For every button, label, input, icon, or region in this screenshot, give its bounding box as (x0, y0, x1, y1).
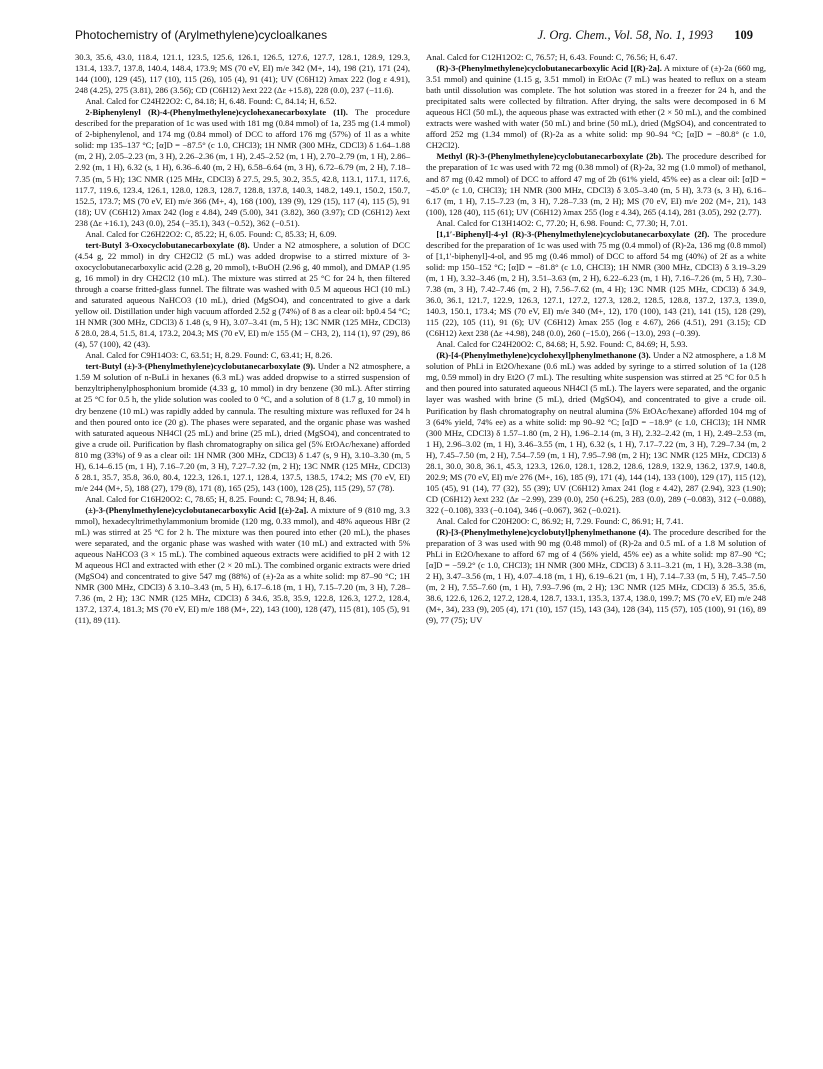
paragraph-text: Under a N2 atmosphere, a solution of DCC (4.54 g, 22 mmol) in dry CH2Cl2 (5 mL) was added dropwise to a stirred mixture of 3-oxocyclobutanecarboxylic acid (2.28 g, 20 mmol), t-BuOH (2.96 g, 40 mmol), and DMAP (1.95 g, 16 mmol) in dry CH2Cl2 (10 mL). The mixture was stirred at 25 °C for 24 h, then filtered through a coarse fritted-glass funnel. The filtrate was washed with 0.5 M aqueous HCl (10 mL) and saturated aqueous NaHCO3 (10 mL), dried (MgSO4), and concentrated to give a dark yellow oil. Distillation under high vacuum afforded 2.52 g (74%) of 8 as a clear oil: bp0.4 54 °C; 1H NMR (300 MHz, CDCl3) δ 1.48 (s, 9 H), 3.07–3.41 (m, 5 H); 13C NMR (125 MHz, CDCl3) δ 28.0, 28.4, 51.5, 81.4, 173.2, 204.3; MS (70 eV, EI) m/e 155 (M − CH3, 2), 114 (1), 97 (29), 86 (4), 57 (100), 42 (43). (75, 239, 410, 350)
paragraph-text: The procedure described for the preparation of 1c was used with 75 mg (0.4 mmol) of (R)-2a, 136 mg (0.8 mmol) of [1,1′-biphenyl]-4-ol, and 95 mg (0.46 mmol) of DCC to afford 54 mg (40%) of 2f as a white solid: mp 150–152 °C; [α]D = −81.8° (c 1.0, CHCl3); 1H NMR (300 MHz, CDCl3) δ 3.19–3.29 (m, 1 H), 3.32–3.46 (m, 2 H), 3.51–3.63 (m, 2 H), 6.22–6.23 (m, 1 H), 7.16–7.26 (m, 5 H), 7.30–7.38 (m, 3 H), 7.42–7.46 (m, 2 H), 7.56–7.62 (m, 4 H); 13C NMR (125 MHz, CDCl3) δ 34.9, 36.0, 36.1, 121.7, 122.9, 126.3, 127.1, 127.2, 127.3, 128.2, 128.5, 128.8, 137.2, 137.3, 139.0, 140.3, 150.1, 173.4; MS (70 eV, EI) m/e 340 (M+, 12), 170 (100), 143 (21), 141 (15), 128 (29), 115 (22), 105 (11), 91 (6); UV (C6H12) λmax 255 (log ε 4.67), 266 (4.51), 291 (3.15); CD (C6H12) λext 238 (Δε +4.98), 248 (0.0), 260 (−15.0), 266 (−13.0), 293 (−0.39). (426, 228, 766, 339)
compound-heading: (±)-3-(Phenylmethylene)cyclobutanecarboxylic Acid [(±)-2a]. (85, 504, 309, 515)
compound-heading: (R)-[3-(Phenylmethylene)cyclobutyl]phenylmethanone (4). (436, 527, 651, 538)
paragraph-text: The procedure described for the preparation of 3 was used with 90 mg (0.48 mmol) of (R)-2a and 0.5 mL of a 1.8 M solution of PhLi in Et2O/hexane to afford 67 mg of 4 (56% yield, 45% ee) as a white solid: mp 87–90 °C; [α]D = −59.2° (c 1.0, CHCl3); 1H NMR (300 MHz, CDCl3) δ 3.11–3.21 (m, 1 H), 3.28–3.38 (m, 2 H), 3.47–3.56 (m, 1 H), 4.07–4.18 (m, 1 H), 6.19–6.21 (m, 1 H), 7.14–7.33 (m, 5 H), 7.45–7.50 (m, 2 H), 7.55–7.60 (m, 1 H), 7.93–7.96 (m, 2 H); 13C NMR (125 MHz, CDCl3) δ 35.5, 35.6, 38.6, 122.6, 126.2, 127.2, 128.4, 128.7, 133.1, 135.3, 137.4, 138.0, 199.7; MS (70 eV, EI) m/e 248 (M+, 34), 233 (9), 205 (4), 171 (10), 157 (15), 143 (34), 128 (34), 115 (57), 105 (100), 91 (16), 89 (9), 77 (75); UV (426, 527, 766, 626)
paragraph (426, 350, 766, 516)
paragraph (75, 361, 410, 494)
paragraph (426, 229, 766, 339)
running-header (75, 28, 753, 44)
paragraph-text: 30.3, 35.6, 43.0, 118.4, 121.1, 123.5, 125.6, 126.1, 126.5, 127.6, 127.7, 128.1, 128.9, 129.3, 131.4, 133.7, 137.8, 140.4, 148.4, 173.9; MS (70 eV, EI) m/e 342 (M+, 14), 198 (21), 171 (24), 144 (100), 129 (45), 117 (10), 115 (26), 105 (4), 91 (41); UV (C6H12) λmax 222 (log ε 4.91), 248 (4.25), 275 (3.81), 286 (3.56); CD (C6H12) λext 222 (Δε +15.8), 228 (0.0), 237 (−11.6). (75, 52, 410, 96)
right-column (426, 52, 766, 626)
paragraph-text: Anal. Calcd for C16H20O2: C, 78.65; H, 8.25. Found: C, 78.94; H, 8.46. (85, 493, 337, 504)
paragraph (75, 240, 410, 350)
compound-heading: 2-Biphenylenyl (R)-4-(Phenylmethylene)cyclohexanecarboxylate (1l). (85, 107, 348, 118)
paragraph-text: Anal. Calcd for C12H12O2: C, 76.57; H, 6.43. Found: C, 76.56; H, 6.47. (426, 52, 678, 62)
compound-heading: Methyl (R)-3-(Phenylmethylene)cyclobutanecarboxylate (2b). (436, 151, 664, 162)
compound-heading: [1,1′-Biphenyl]-4-yl (R)-3-(Phenylmethylene)cyclobutanecarboxylate (2f). (436, 228, 710, 239)
paragraph (426, 516, 766, 527)
journal-citation (538, 28, 753, 43)
paragraph-text: A mixture of (±)-2a (660 mg, 3.51 mmol) and quinine (1.15 g, 3.51 mmol) in EtOAc (7 mL) was heated to reflux on a steam bath until dissolution was complete. The hot solution was stored in a freezer for 24 h, and the precipitated salts were collected by filtration. After drying, the salts were decomposed in 6 M aqueous HCl (50 mL), the aqueous phase was extracted with ether (2 × 50 mL), and the combined extracts were washed with water (50 mL) and brine (50 mL), dried (MgSO4), and concentrated to afford 252 mg (1.34 mmol) of (R)-2a as a white solid: mp 90–94 °C; [α]D = −80.8° (c 1.0, CH2Cl2). (426, 63, 766, 151)
paragraph (426, 218, 766, 229)
paragraph (75, 52, 410, 96)
paragraph-text: The procedure described for the preparation of 1c was used with 181 mg (0.84 mmol) of 1a, 235 mg (1.4 mmol) of 2-biphenylenol, and 174 mg (0.84 mmol) of DCC to afford 176 mg (57%) of 1l as a white solid: mp 135–137 °C; [α]D = −87.5° (c 1.0, CHCl3); 1H NMR (300 MHz, CDCl3) δ 1.64–1.88 (m, 2 H), 2.05–2.23 (m, 3 H), 2.26–2.36 (m, 1 H), 2.45–2.52 (m, 1 H), 2.70–2.79 (m, 1 H), 2.86–2.92 (m, 1 H), 6.32 (s, 1 H), 6.36–6.40 (m, 2 H), 6.58–6.64 (m, 3 H), 6.72–6.79 (m, 2 H), 7.18–7.35 (m, 5 H); 13C NMR (125 MHz, CDCl3) δ 27.5, 29.5, 30.2, 35.5, 42.8, 113.1, 117.1, 117.6, 117.7, 119.6, 123.4, 126.1, 128.0, 128.3, 128.7, 128.8, 137.8, 140.3, 148.2, 149.1, 150.2, 150.7, 152.5, 173.7; MS (70 eV, EI) m/e 366 (M+, 4), 168 (100), 139 (9), 129 (15), 117 (4), 115 (5), 91 (18); UV (C6H12) λmax 242 (log ε 4.84), 249 (5.00), 341 (3.82), 360 (3.97); CD (C6H12) λext 238 (Δε +16.1), 243 (0.0), 254 (−35.1), 343 (−0.52), 362 (−0.51). (75, 107, 410, 228)
paragraph (426, 527, 766, 626)
paragraph-text: Anal. Calcd for C24H22O2: C, 84.18; H, 6.48. Found: C, 84.14; H, 6.52. (85, 96, 337, 107)
page-number: 109 (734, 28, 753, 42)
paragraph-text: A mixture of 9 (810 mg, 3.3 mmol), hexadecyltrimethylammonium bromide (120 mg, 0.33 mmol), and 48% aqueous HBr (2 mL) was stirred at 25 °C for 2 h. The mixture was then poured into ether (20 mL), the phases were separated, and the organic phase was washed with water (10 mL) and extracted with 5% aqueous NaHCO3 (3 × 15 mL). The combined aqueous extracts were acidified to pH 2 with 12 M aqueous HCl and extracted with ether (2 × 20 mL). The combined organic extracts were dried (MgSO4) and concentrated to give 547 mg (88%) of (±)-2a as a white solid: mp 87–90 °C; 1H NMR (300 MHz, CDCl3) δ 3.10–3.43 (m, 5 H), 6.17–6.18 (m, 1 H), 7.15–7.20 (m, 3 H), 7.28–7.36 (m, 2 H); 13C NMR (125 MHz, CDCl3) δ 34.6, 35.8, 35.9, 122.8, 126.3, 127.2, 128.4, 137.2, 137.4, 181.3; MS (70 eV, EI) m/e 188 (M+, 22), 143 (100), 128 (47), 115 (81), 105 (5), 91 (11), 89 (11). (75, 504, 410, 626)
compound-heading: tert-Butyl 3-Oxocyclobutanecarboxylate (8). (85, 239, 250, 250)
paragraph-text: Anal. Calcd for C20H20O: C, 86.92; H, 7.29. Found: C, 86.91; H, 7.41. (436, 515, 684, 526)
running-title: Photochemistry of (Arylmethylene)cycloalkanes (75, 28, 328, 42)
compound-heading: tert-Butyl (±)-3-(Phenylmethylene)cyclobutanecarboxylate (9). (85, 361, 316, 372)
paragraph (75, 107, 410, 229)
paragraph-text: Under a N2 atmosphere, a 1.8 M solution of PhLi in Et2O/hexane (0.6 mL) was added by syringe to a stirred solution of 1a (128 mg, 0.59 mmol) in dry Et2O (7 mL). The resulting white suspension was stirred at 25 °C for 0.5 h and then poured into saturated aqueous NH4Cl (5 mL). The layers were separated, and the organic layer was washed with brine (5 mL), dried (MgSO4), and concentrated to give a crude oil. Purification by flash chromatography on neutral alumina (5% EtOAc/hexane) afforded 104 mg of 3 (64% yield, 74% ee) as a white solid: mp 90–92 °C; [α]D = −18.9° (c 1.0, CHCl3); 1H NMR (300 MHz, CDCl3) δ 1.57–1.80 (m, 2 H), 1.96–2.14 (m, 3 H), 2.32–2.42 (m, 1 H), 2.49–2.53 (m, 1 H), 2.96–3.02 (m, 1 H), 3.46–3.55 (m, 1 H), 6.32 (s, 1 H), 7.17–7.22 (m, 3 H), 7.29–7.34 (m, 2 H), 7.45–7.50 (m, 2 H), 7.54–7.59 (m, 1 H), 7.95–7.98 (m, 2 H); 13C NMR (125 MHz, CDCl3) δ 28.1, 30.0, 30.8, 36.1, 45.3, 123.3, 126.0, 128.1, 128.2, 128.6, 128.9, 132.9, 136.2, 137.9, 140.8, 202.9; MS (70 eV, EI) m/e 276 (M+, 16), 185 (9), 171 (4), 144 (14), 133 (100), 129 (17), 115 (12), 105 (45), 91 (14), 77 (32), 55 (39); UV (C6H12) λmax 241 (log ε 4.42), 287 (2.94), 323 (1.90); CD (C6H12) λext 232 (Δε −2.99), 239 (0.0), 250 (+6.25), 283 (0.0), 289 (−0.083), 312 (−0.088), 322 (−0.108), 333 (−0.104), 346 (−0.067), 362 (−0.021). (426, 350, 766, 515)
paragraph-text: Anal. Calcd for C13H14O2: C, 77.20; H, 6.98. Found: C, 77.30; H, 7.01. (436, 217, 688, 228)
paragraph (75, 505, 410, 627)
paragraph (426, 151, 766, 217)
paragraph-text: Under a N2 atmosphere, a 1.59 M solution of n-BuLi in hexanes (6.3 mL) was added dropwise to a stirred suspension of benzyltriphenylphosphonium bromide (4.33 g, 10 mmol) in dry benzene (30 mL). After stirring at 25 °C for 0.5 h, the ylide solution was cooled to 0 °C, and a solution of 8 (1.7 g, 10 mmol) in dry benzene (10 mL) was rapidly added by cannula. The resulting mixture was refluxed for 24 h and then poured onto ice (20 g). The phases were separated, and the organic phase was washed with saturated aqueous NH4Cl (25 mL) and brine (25 mL), dried (MgSO4), and concentrated to give a crude oil. Purification by flash chromatography on silica gel (5% EtOAc/hexane) afforded 810 mg (33%) of 9 as a clear oil: 1H NMR (300 MHz, CDCl3) δ 1.47 (s, 9 H), 3.10–3.30 (m, 5 H), 6.14–6.15 (m, 1 H), 7.16–7.20 (m, 3 H), 7.27–7.32 (m, 2 H); 13C NMR (125 MHz, CDCl3) δ 28.1, 35.7, 35.8, 36.0, 80.4, 122.3, 126.1, 127.1, 128.4, 137.5, 138.5, 174.2; MS (70 eV, EI) m/e 244 (M+, 5), 188 (27), 179 (8), 171 (8), 165 (25), 143 (100), 128 (25), 115 (29), 57 (78). (75, 361, 410, 493)
left-column (75, 52, 410, 626)
journal-name: J. Org. Chem., Vol. 58, No. 1, 1993 (537, 28, 714, 42)
paragraph-text: The procedure described for the preparation of 1c was used with 72 mg (0.38 mmol) of (R)-2a, 32 mg (1.0 mmol) of methanol, and 87 mg (0.42 mmol) of DCC to afford 47 mg of 2b (61% yield, 45% ee) as a clear oil: [α]D = −45.0° (c 1.0, CHCl3); 1H NMR (300 MHz, CDCl3) δ 3.05–3.40 (m, 5 H), 3.73 (s, 3 H), 6.16–6.17 (m, 1 H), 7.15–7.23 (m, 3 H), 7.28–7.33 (m, 2 H); MS (70 eV, EI) m/e 202 (M+, 21), 143 (100), 128 (40), 115 (61); UV (C6H12) λmax 255 (log ε 4.34), 265 (4.14), 281 (3.05), 292 (2.77). (426, 151, 767, 217)
paragraph (75, 494, 410, 505)
paragraph (426, 63, 766, 151)
paragraph (75, 96, 410, 107)
paragraph-text: Anal. Calcd for C24H20O2: C, 84.68; H, 5.92. Found: C, 84.69; H, 5.93. (436, 339, 688, 350)
compound-heading: (R)-[4-(Phenylmethylene)cyclohexyl]phenylmethanone (3). (436, 350, 651, 361)
paragraph (426, 52, 766, 63)
paragraph (426, 339, 766, 350)
paragraph-text: Anal. Calcd for C26H22O2: C, 85.22; H, 6.05. Found: C, 85.33; H, 6.09. (85, 228, 337, 239)
paragraph (75, 350, 410, 361)
paragraph (75, 229, 410, 240)
paragraph-text: Anal. Calcd for C9H14O3: C, 63.51; H, 8.29. Found: C, 63.41; H, 8.26. (85, 350, 333, 361)
compound-heading: (R)-3-(Phenylmethylene)cyclobutanecarboxylic Acid [(R)-2a]. (436, 63, 662, 74)
